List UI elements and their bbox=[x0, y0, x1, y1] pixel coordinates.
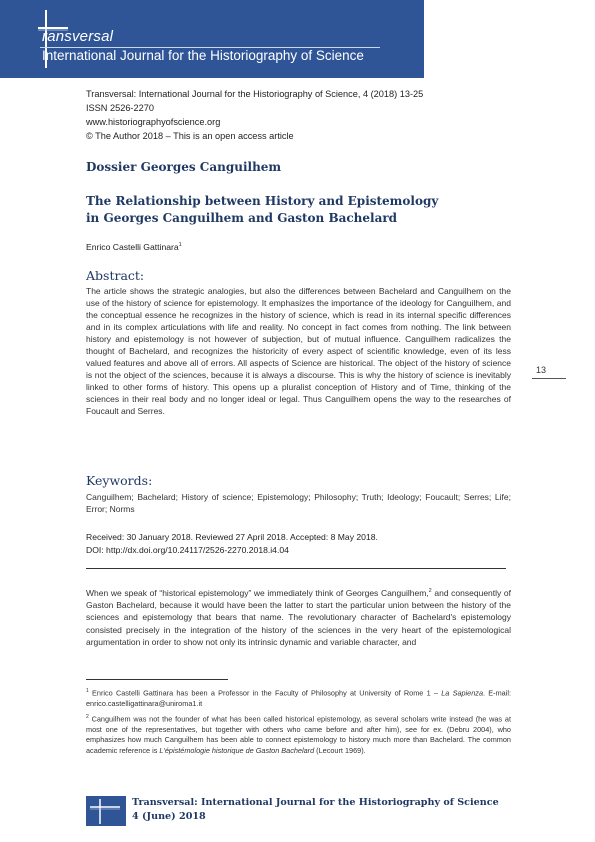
footer-issue: 4 (June) 2018 bbox=[132, 811, 206, 822]
footnote-1-text-b: . E-mail: enrico.castelligattinara@uniroma1.it bbox=[86, 688, 511, 709]
footnote-2-text-a: Canguilhem was not the founder of what has been called historical epistemology, as several scholars write instead (he was at most one of the representatives, but together with others who came before and after him), see for ex. (Debru 2004), who emphasizes how much Canguilhem has been able to connect epistemology to history much more than Bachelard. The common academic reference is bbox=[86, 714, 511, 755]
article-title-line2: in Georges Canguilhem and Gaston Bachelard bbox=[86, 211, 398, 225]
footnote-divider bbox=[86, 679, 228, 680]
footnote-1-italic: La Sapienza bbox=[441, 688, 484, 698]
journal-brand: ransversal bbox=[42, 28, 114, 45]
footnote-1-number: 1 bbox=[86, 688, 89, 694]
received-dates: Received: 30 January 2018. Reviewed 27 April 2018. Accepted: 8 May 2018. bbox=[86, 532, 378, 542]
footnote-2 bbox=[86, 712, 511, 757]
author-line bbox=[86, 242, 182, 252]
author-footnote-ref[interactable]: 1 bbox=[178, 242, 182, 249]
footer-journal bbox=[132, 796, 499, 824]
page-number: 13 bbox=[536, 365, 547, 375]
footnote-2-italic: L'épistémologie historique de Gaston Bachelard bbox=[159, 745, 315, 755]
website-link[interactable]: www.historiographyofscience.org bbox=[86, 117, 221, 127]
body-text-part1: When we speak of “historical epistemology” we immediately think of Georges Canguilhem, bbox=[86, 587, 429, 598]
footnotes bbox=[86, 686, 511, 758]
keywords-heading: Keywords: bbox=[86, 473, 153, 488]
footer-logo-icon bbox=[86, 796, 126, 826]
journal-header-band bbox=[0, 0, 424, 78]
body-text-part2: and consequently of Gaston Bachelard, because it would have been the latter to start the particular union between the history of the sciences and epistemology that bears that name. The revolutionary character of Bachelard's epistemology consisted precisely in the integration of the history of the sciences in the very heart of the epistemological argumentation in order to show not only its intrinsic dynamic and variable character, and bbox=[86, 587, 511, 648]
footnote-2-number: 2 bbox=[86, 713, 89, 720]
footer-journal-title: Transversal: International Journal for the Historiography of Science bbox=[132, 797, 499, 808]
abstract-text: The article shows the strategic analogies, but also the differences between Bachelard and Canguilhem on the use of the history of science for epistemology. It emphasizes the importance of the ideology for Canguilhem, and the conceptual essence he recognizes in the history of science, which is read in its internal specific differences and in its complex articulations with life and reality. No concept in fact comes from nothing. The link between history and epistemology is not however of subjection, but of mutual influence. Canguilhem radicalizes the thought of Bachelard, and recognizes the historicity of every aspect of scientific knowledge, even of its less valued features and above all of errors. All aspects of Science are historical. The object of the history of science is not the object of the sciences, because it is always a discourse. This is why the history of science is inevitably linked to other forms of history. This opens up a pluralist conception of History and of Time, thinking of the sciences in their real body and no longer ideal or legal. Thus Canguilhem opens the way to the researches of Foucault and Serres. bbox=[86, 286, 511, 416]
author-name: Enrico Castelli Gattinara bbox=[86, 242, 179, 252]
page-number-rule bbox=[532, 378, 566, 379]
doi-link[interactable]: DOI: http://dx.doi.org/10.24117/2526-2270.2018.i4.04 bbox=[86, 545, 289, 555]
issn: ISSN 2526-2270 bbox=[86, 103, 154, 113]
publication-dates bbox=[86, 531, 378, 557]
footnote-1 bbox=[86, 686, 511, 710]
body-footnote-ref[interactable]: 2 bbox=[428, 588, 432, 594]
article-title-line1: The Relationship between History and Epistemology bbox=[86, 194, 439, 208]
footnote-2-text-b: (Lecourt 1969). bbox=[314, 745, 366, 755]
journal-subtitle: International Journal for the Historiography of Science bbox=[42, 48, 364, 63]
section-divider bbox=[86, 568, 506, 569]
citation: Transversal: International Journal for the Historiography of Science, 4 (2018) 13-25 bbox=[86, 89, 424, 99]
article-meta bbox=[86, 87, 423, 143]
copyright: © The Author 2018 – This is an open access article bbox=[86, 131, 294, 141]
abstract-heading: Abstract: bbox=[86, 268, 145, 283]
dossier-title: Dossier Georges Canguilhem bbox=[86, 160, 282, 174]
body-paragraph bbox=[86, 585, 511, 648]
article-title bbox=[86, 193, 438, 227]
keywords-text: Canguilhem; Bachelard; History of science; Epistemology; Philosophy; Truth; Ideology; Foucault; Serres; Life; Error; Norms bbox=[86, 492, 511, 514]
footnote-1-text-a: Enrico Castelli Gattinara has been a Professor in the Faculty of Philosophy at University of Rome 1 – bbox=[88, 688, 442, 698]
